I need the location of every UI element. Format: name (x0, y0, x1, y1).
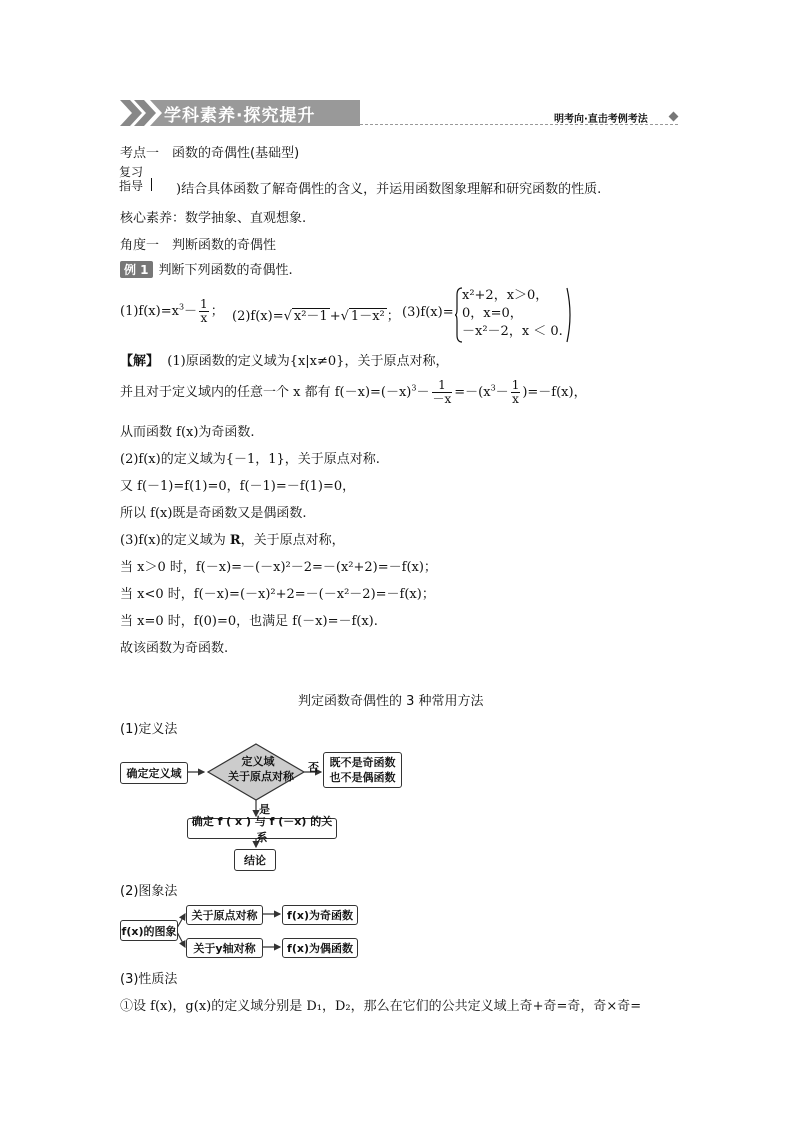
fc2-graph-box: f(x)的图象 (120, 920, 178, 941)
fuxi-label: 复习 指导 (119, 165, 144, 193)
problem-1: $(1)f(x)=x^3-$ $\frac{1}{x}$ ； (120, 297, 224, 325)
fc1-neither-box: 既不是奇函数 也不是偶函数 (323, 752, 402, 788)
example-tag: 例 1 (120, 261, 153, 278)
fc1-yes-label: 是 (259, 803, 270, 816)
jiaodu-heading: 角度一 判断函数的奇偶性 (120, 238, 277, 253)
fc2-odd-result: f(x)为奇函数 (282, 905, 358, 925)
solution-line-11: 故该函数为奇函数. (120, 641, 229, 656)
solution-line-6: 所以 f(x)既是奇函数又是偶函数. (120, 506, 307, 521)
fc1-conclusion-box: 结论 (234, 849, 276, 871)
solution-line-5: 又 f(－1)=f(1)=0，f(－1)=－f(1)=0， (120, 479, 356, 494)
method-2-label: (2)图象法 (120, 884, 178, 899)
kaodian-heading: 考点一 函数的奇偶性(基础型) (120, 146, 300, 161)
right-paren (566, 287, 574, 343)
method-1-label: (1)定义法 (120, 722, 178, 737)
solution-line-10: 当 x=0 时，f(0)=0，也满足 f(－x)=－f(x). (120, 614, 378, 629)
problem-3-prefix: (3)f(x)= (402, 305, 454, 320)
solution-line-3: 从而函数 f(x)为奇函数. (120, 425, 255, 440)
fc2-even-result: f(x)为偶函数 (282, 938, 358, 958)
banner-title: 学科素养·探究提升 (164, 106, 316, 126)
method-3-label: (3)性质法 (120, 972, 178, 987)
hexin-suyang: 核心素养：数学抽象、直观想象. (120, 211, 307, 226)
fc1-determine-domain: 确定定义域 (120, 762, 188, 784)
fc2-origin-symmetric: 关于原点对称 (186, 905, 263, 925)
problem-3-cases: x²+2，x＞0， 0，x=0， －x²－2，x ＜ 0. (462, 288, 563, 339)
solution-line-1: 【解】 (1)原函数的定义域为{x|x≠0}，关于原点对称， (120, 354, 449, 369)
fc1-relation-box: 确定 f ( x ) 与 f (－x) 的关系 (187, 818, 337, 839)
method-3-line-1: ①设 f(x)，g(x)的定义域分别是 D₁，D₂，那么在它们的公共定义域上奇+奇=奇，奇×奇= (120, 999, 642, 1014)
fc2-yaxis-symmetric: 关于y轴对称 (186, 938, 263, 958)
header-subtitle: 明考向·直击考例考法 (554, 114, 648, 125)
example-line (120, 259, 293, 278)
example-text: 判断下列函数的奇偶性. (158, 263, 293, 278)
fc1-decision: 定义域 关于原点对称 (228, 755, 294, 783)
solution-line-8: 当 x＞0 时，f(－x)=－(－x)²－2=－(x²+2)=－f(x)； (120, 560, 437, 575)
problem-2: (2)f(x)=√ x²－1 +√ 1－x² ； (232, 309, 400, 324)
solution-line-7: (3)f(x)的定义域为 R，关于原点对称， (120, 533, 345, 548)
diamond-icon (669, 112, 679, 122)
fuxi-bar (151, 178, 152, 191)
methods-title: 判定函数奇偶性的 3 种常用方法 (298, 694, 484, 709)
solution-line-2: 并且对于定义域内的任意一个 x 都有 $f(-x)=(-x)^3-$ $\frac{1}{-x}$ $=-(x^3-$ $\frac{1}{x}$ )=－f(x)， (120, 378, 587, 406)
solution-line-9: 当 x<0 时，f(－x)=(－x)²+2=－(－x²－2)=－f(x)； (120, 587, 435, 602)
fc1-no-label: 否 (308, 761, 319, 774)
solution-line-4: (2)f(x)的定义域为{－1，1}，关于原点对称. (120, 452, 380, 467)
fuxi-text: )结合具体函数了解奇偶性的含义，并运用函数图象理解和研究函数的性质. (176, 182, 602, 197)
